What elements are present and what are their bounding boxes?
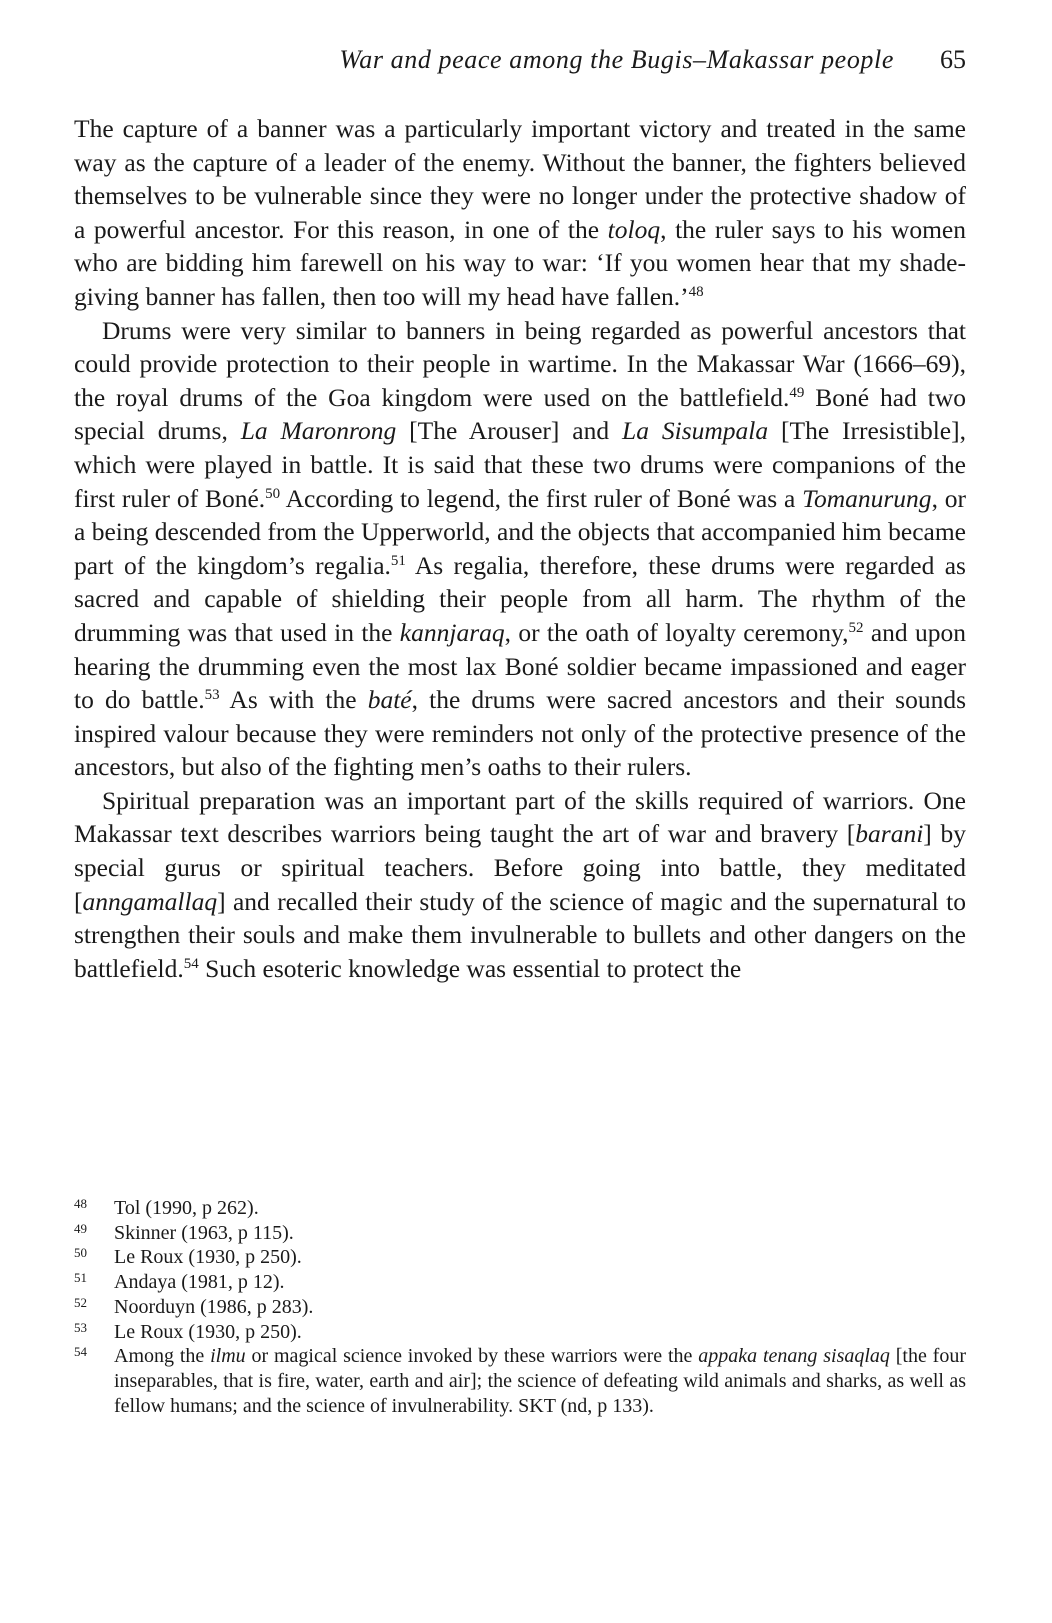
page-number: 65 [940, 45, 966, 74]
text-run: , or the oath of loyalty ceremony, [504, 617, 849, 647]
footnote-48 [74, 1196, 966, 1221]
text-run: , or a being descended from the Upperworld, and the objects that accompanied him became part of the kingdom’s regalia. [74, 483, 967, 580]
chapter-title: War and peace among the Bugis–Makassar people [339, 45, 894, 74]
footnote-number: 54 [74, 1344, 87, 1360]
footnotes [74, 1196, 966, 1418]
paragraph-spiritual [74, 784, 966, 986]
footnote-ref-49[interactable]: 49 [789, 384, 805, 401]
footnote-text: Le Roux (1930, p 250). [114, 1246, 302, 1269]
footnote-ref-52[interactable]: 52 [848, 619, 864, 636]
text-run: ] by special gurus or spiritual teachers. Before going into battle, they meditated [ [74, 819, 966, 916]
text-run: [the four inseparables, that is fire, water, earth and air]; the science of defeating wild animals and sharks, as well as fellow humans; and the science of invulnerability. SKT (nd, p 133). [114, 1345, 966, 1417]
footnote-text: Tol (1990, p 262). [114, 1197, 259, 1219]
text-run: Spiritual preparation was an important part of the skills required of warriors. One Makassar text describes warriors being taught the art of war and bravery [ [74, 785, 966, 849]
text-run: or magical science invoked by these warriors were the [245, 1345, 699, 1368]
text-run: As regalia, therefore, these drums were regarded as sacred and capable of shielding their people from all harm. The rhythm of the drumming was that used in the [74, 550, 966, 647]
text-run: Among the [114, 1345, 211, 1368]
paragraph-banner [74, 112, 966, 314]
text-run: Such esoteric knowledge was essential to protect the [198, 953, 742, 983]
footnote-ref-54[interactable]: 54 [183, 955, 199, 972]
footnote-number: 50 [74, 1245, 87, 1261]
footnote-number: 51 [74, 1270, 87, 1286]
footnote-ref-48[interactable]: 48 [688, 283, 704, 300]
running-head [74, 40, 966, 80]
italic-term: toloq [607, 214, 661, 244]
text-run: As with the [219, 685, 368, 715]
italic-term: Tomanurung [802, 483, 932, 513]
footnote-50 [74, 1245, 966, 1270]
text-run: ] and recalled their study of the science of magic and the supernatural to strengthen their souls and make them invulnerable to bullets and other dangers on the battlefield. [74, 886, 966, 983]
footnote-text: Noorduyn (1986, p 283). [114, 1295, 314, 1318]
footnote-text: Skinner (1963, p 115). [114, 1221, 294, 1244]
footnote-number: 52 [74, 1294, 87, 1310]
footnote-text: Le Roux (1930, p 250). [114, 1320, 302, 1343]
footnote-number: 53 [74, 1319, 87, 1335]
body-text [74, 112, 966, 985]
text-run: The capture of a banner was a particularly important victory and treated in the same way as the capture of a leader of the enemy. Without the banner, the fighters believed themselves to be vulnerable since they were no longer under the protective shadow of a powerful ancestor. For this reason, in one of the [74, 114, 966, 244]
italic-term: anngamallaq [82, 886, 218, 916]
italic-term: appaka tenang sisaqlaq [698, 1345, 890, 1368]
footnote-49 [74, 1221, 966, 1246]
italic-term: kannjaraq [399, 617, 505, 647]
italic-term: La Maronrong [240, 416, 397, 446]
text-run: [The Arouser] and [396, 416, 623, 446]
footnote-ref-51[interactable]: 51 [390, 552, 406, 569]
footnote-54 [74, 1344, 966, 1418]
text-run: According to legend, the first ruler of Boné was a [280, 483, 803, 513]
footnote-number: 49 [74, 1220, 87, 1236]
footnote-53 [74, 1320, 966, 1345]
text-run: Boné had two special drums, [74, 382, 966, 446]
italic-term: ilmu [210, 1345, 246, 1368]
footnote-51 [74, 1270, 966, 1295]
text-run: , the drums were sacred ancestors and their sounds inspired valour because they were reminders not only of the protective presence of the ancestors, but also of the fighting men’s oaths to their rulers. [74, 685, 967, 782]
italic-term: La Sisumpala [622, 416, 769, 446]
text-run: , the ruler says to his women who are bidding him farewell on his way to war: ‘If you women hear that my shade-giving banner has fallen, then too will my head have fallen.’ [74, 214, 966, 311]
footnote-ref-50[interactable]: 50 [265, 485, 281, 502]
text-run: [The Irresistible], which were played in battle. It is said that these two drums were companions of the first ruler of Boné. [74, 416, 966, 513]
footnote-number: 48 [74, 1196, 87, 1211]
paragraph-drums [74, 314, 966, 784]
text-run: Drums were very similar to banners in being regarded as powerful ancestors that could provide protection to their people in wartime. In the Makassar War (1666–69), the royal drums of the Goa kingdom were used on the battlefield. [74, 315, 966, 412]
footnote-52 [74, 1295, 966, 1320]
italic-term: baté [367, 685, 412, 715]
footnote-text: Andaya (1981, p 12). [114, 1271, 285, 1294]
text-run: and upon hearing the drumming even the most lax Boné soldier became impassioned and eager to do battle. [74, 617, 966, 715]
footnote-ref-53[interactable]: 53 [204, 687, 220, 704]
italic-term: barani [855, 819, 924, 849]
